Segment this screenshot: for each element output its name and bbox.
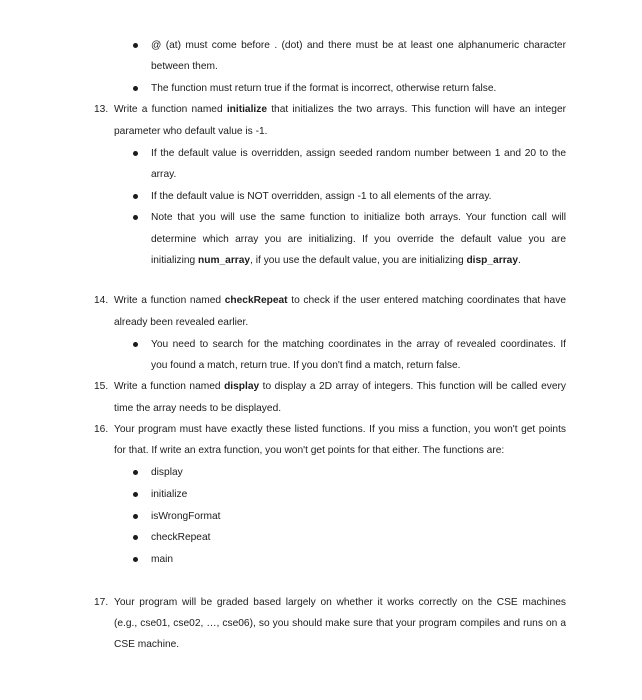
bullet-icon [133, 492, 138, 497]
bullet-icon [133, 43, 138, 48]
function-list-item: checkRepeat [151, 532, 211, 543]
bullet-icon [133, 194, 138, 199]
item-14-bullet-1-line-1: You need to search for the matching coordinates in the array of revealed coordinates. If [151, 339, 566, 350]
bullet-icon [133, 514, 138, 519]
item-13-line-2: parameter who default value is -1. [114, 126, 268, 137]
item-13-bullet-3-line-1: Note that you will use the same function to initialize both arrays. Your function call will [151, 212, 566, 223]
bullet-icon [133, 535, 138, 540]
item-16-line-1: Your program must have exactly these listed functions. If you miss a function, you won't get points [114, 424, 566, 435]
item-14-line-2: already been revealed earlier. [114, 317, 249, 328]
item-16-line-2: for that. If write an extra function, you won't get points for that either. The functions are: [114, 445, 505, 456]
bullet-text-at-before-dot: @ (at) must come before . (dot) and there must be at least one alphanumeric character [151, 40, 566, 51]
function-list-item: isWrongFormat [151, 511, 221, 522]
function-name-checkrepeat: checkRepeat [224, 295, 288, 306]
list-number-17: 17. [94, 597, 109, 608]
item-13-bullet-3-line-2: determine which array you are initializing. If you override the default value you are [151, 234, 566, 245]
list-number-15: 15. [94, 381, 109, 392]
bullet-icon [133, 470, 138, 475]
item-17-line-1: Your program will be graded based largely on whether it works correctly on the CSE machines [114, 597, 566, 608]
function-list-item: main [151, 554, 174, 565]
bullet-icon [133, 557, 138, 562]
function-list-item: initialize [151, 489, 188, 500]
bullet-icon [133, 215, 138, 220]
function-name-initialize: initialize [226, 104, 268, 115]
bullet-text-at-before-dot-cont: between them. [151, 61, 218, 72]
list-number-14: 14. [94, 295, 109, 306]
bullet-icon [133, 151, 138, 156]
function-name-display: display [224, 381, 260, 392]
bullet-icon [133, 86, 138, 91]
item-13-bullet-1-line-1: If the default value is overridden, assign seeded random number between 1 and 20 to the [151, 148, 566, 159]
item-13-bullet-2: If the default value is NOT overridden, assign -1 to all elements of the array. [151, 191, 492, 202]
item-13-bullet-3-line-3: initializing num_array, if you use the default value, you are initializing disp_array. [151, 255, 521, 266]
item-13-line-1: Write a function named initialize that initializes the two arrays. This function will have an integer [114, 104, 566, 115]
variable-disp-array: disp_array [466, 255, 518, 266]
bullet-icon [133, 342, 138, 347]
item-14-line-1: Write a function named checkRepeat to check if the user entered matching coordinates that have [114, 295, 566, 306]
item-17-line-2: (e.g., cse01, cse02, …, cse06), so you should make sure that your program compiles and runs on a [114, 618, 566, 629]
list-number-13: 13. [94, 104, 109, 115]
bullet-text-return-true: The function must return true if the format is incorrect, otherwise return false. [151, 83, 497, 94]
item-13-bullet-1-line-2: array. [151, 169, 177, 180]
item-14-bullet-1-line-2: you found a match, return true. If you don't find a match, return false. [151, 360, 461, 371]
item-17-line-3: CSE machine. [114, 639, 180, 650]
list-number-16: 16. [94, 424, 109, 435]
variable-num-array: num_array [198, 255, 251, 266]
item-15-line-2: time the array needs to be displayed. [114, 403, 282, 414]
function-list-item: display [151, 467, 183, 478]
item-15-line-1: Write a function named display to display a 2D array of integers. This function will be called every [114, 381, 566, 392]
